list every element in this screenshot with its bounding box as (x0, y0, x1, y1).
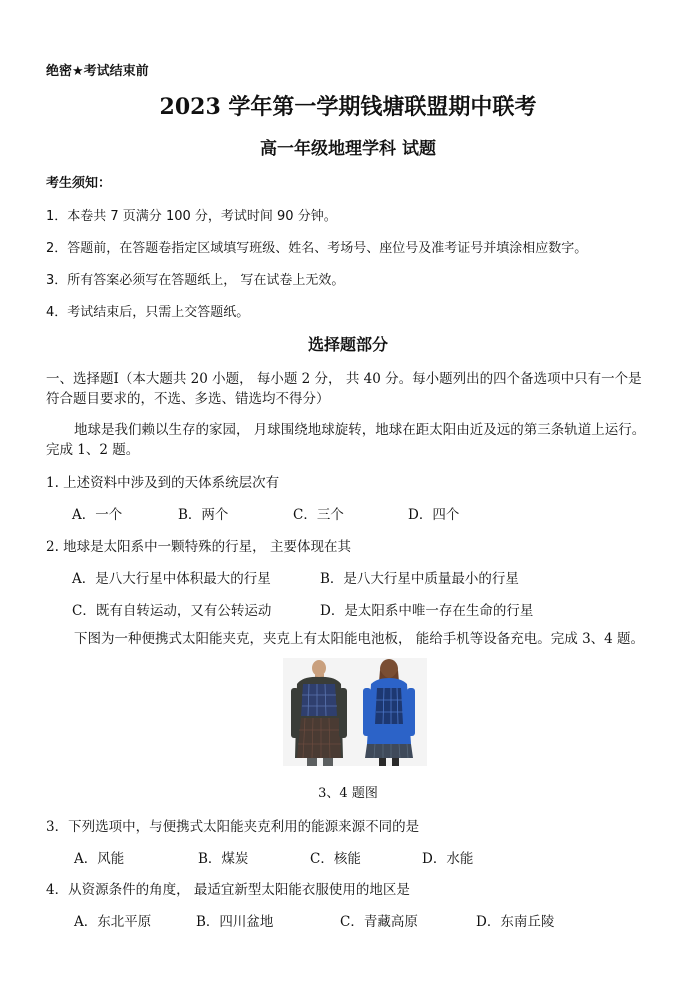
exam-title: 2023 学年第一学期钱塘联盟期中联考 (159, 94, 537, 120)
option: D．是太阳系中唯一存在生命的行星 (320, 603, 534, 619)
option: C．核能 (310, 851, 361, 867)
option: D．四个 (408, 507, 460, 523)
confidential-label: 绝密★考试结束前 (46, 64, 149, 79)
question-stem: 1. 上述资料中涉及到的天体系统层次有 (46, 475, 280, 491)
option: A．风能 (74, 851, 125, 867)
option: B．煤炭 (198, 851, 249, 867)
figure-caption: 3、4 题图 (318, 786, 378, 801)
notice-heading: 考生须知： (46, 176, 112, 191)
solar-jacket-photo (283, 658, 427, 766)
option: C．既有自转运动，又有公转运动 (72, 603, 272, 619)
option: B．是八大行星中质量最小的行星 (320, 571, 519, 587)
option: A．一个 (72, 507, 123, 523)
intro-line: 符合题目要求的，不选、多选、错选均不得分） (46, 391, 330, 407)
option: B．两个 (178, 507, 229, 523)
option: B．四川盆地 (196, 914, 274, 930)
notice-item: 2．答题前，在答题卷指定区域填写班级、姓名、考场号、座位号及准考证号并填涂相应数字。 (46, 241, 588, 256)
man-figure (291, 660, 347, 766)
woman-figure (363, 659, 415, 766)
material-line: 地球是我们赖以生存的家园， 月球围绕地球旋转，地球在距太阳由近及远的第三条轨道上运行。 (74, 422, 646, 438)
notice-item: 1．本卷共 7 页满分 100 分，考试时间 90 分钟。 (46, 209, 337, 224)
intro-line: 一、选择题Ⅰ（本大题共 20 小题， 每小题 2 分， 共 40 分。每小题列出的四个备选项中只有一个是 (46, 371, 642, 387)
section-title: 选择题部分 (307, 335, 388, 354)
exam-subtitle: 高一年级地理学科 试题 (260, 139, 436, 159)
option: A．是八大行星中体积最大的行星 (72, 571, 271, 587)
option: C．青藏高原 (340, 914, 418, 930)
option: D．东南丘陵 (476, 914, 555, 930)
option: C．三个 (293, 507, 344, 523)
material-line: 完成 1、2 题。 (46, 442, 140, 458)
question-stem: 2. 地球是太阳系中一颗特殊的行星， 主要体现在其 (46, 539, 351, 555)
question-stem: 3．下列选项中，与便携式太阳能夹克利用的能源来源不同的是 (46, 819, 420, 835)
notice-item: 4．考试结束后，只需上交答题纸。 (46, 305, 250, 320)
material-line: 下图为一种便携式太阳能夹克，夹克上有太阳能电池板， 能给手机等设备充电。完成 3、4 题。 (74, 631, 645, 647)
notice-item: 3．所有答案必须写在答题纸上， 写在试卷上无效。 (46, 273, 345, 288)
solar-jacket-illustration (283, 658, 427, 766)
option: A．东北平原 (74, 914, 152, 930)
option: D．水能 (422, 851, 474, 867)
question-stem: 4．从资源条件的角度， 最适宜新型太阳能衣服使用的地区是 (46, 882, 410, 898)
